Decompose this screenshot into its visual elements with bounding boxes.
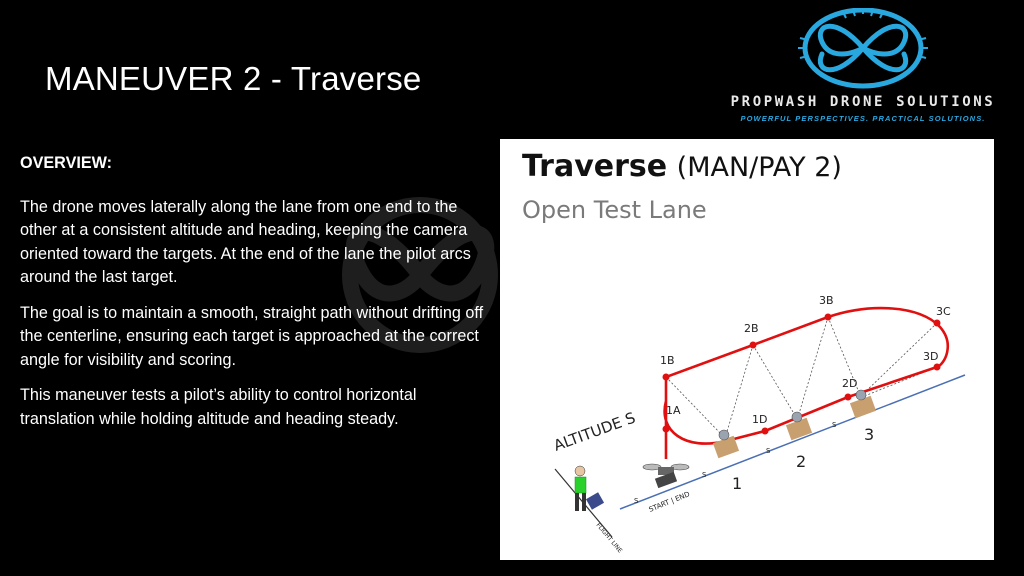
waypoint-2b [750, 342, 757, 349]
waypoint-3c [934, 320, 941, 327]
slide-title: MANEUVER 2 - Traverse [45, 60, 422, 97]
waypoint-label: 2D [842, 377, 858, 390]
altitude-label: ALTITUDE S [551, 408, 638, 455]
brand-name: PROPWASH DRONE SOLUTIONS [730, 94, 996, 110]
pilot-icon [575, 466, 604, 511]
target-number: 3 [864, 425, 875, 444]
spacing-mark: S [766, 447, 771, 455]
waypoint-3b [825, 314, 832, 321]
target-number: 1 [732, 474, 743, 493]
brand-tagline: POWERFUL PERSPECTIVES. PRACTICAL SOLUTIONS. [740, 114, 986, 123]
waypoint-label: 3B [819, 294, 834, 307]
start-end-label: START | END [647, 490, 692, 514]
waypoint-label: 2B [744, 322, 759, 335]
spacing-mark: S [634, 497, 639, 505]
spacing-mark: S [702, 471, 707, 479]
overview-paragraph: The drone moves laterally along the lane from one end to the other at a consistent altitude and heading, keeping the camera oriented toward the targets. At the end of the lane the pilot arcs around the last target. [20, 197, 471, 286]
waypoint-label: 3D [923, 350, 939, 363]
traverse-diagram-panel [500, 139, 994, 560]
brand-logo [718, 8, 1008, 126]
traverse-diagram [500, 139, 994, 560]
waypoint-label: 3C [936, 305, 951, 318]
propwash-logo-icon [718, 8, 1008, 94]
waypoint-1b [663, 374, 670, 381]
waypoint-1d [762, 428, 769, 435]
diagram-title-rest: (MAN/PAY 2) [676, 152, 842, 183]
target-number: 2 [796, 452, 807, 471]
waypoint-label: 1D [752, 413, 768, 426]
waypoint-2d [845, 394, 852, 401]
waypoint-3d [934, 364, 941, 371]
diagram-subtitle: Open Test Lane [522, 196, 707, 224]
waypoint-label: 1B [660, 354, 675, 367]
target-stand [713, 430, 739, 458]
lane-line [620, 375, 965, 509]
overview-paragraph: The goal is to maintain a smooth, straight path without drifting off the centerline, ensuring each target is approached at the correct angle for visibility and scoring. [20, 303, 484, 369]
flight-line-label: FLIGHT LINE [594, 521, 624, 555]
spacing-mark: S [832, 421, 837, 429]
overview-heading: OVERVIEW: [20, 154, 113, 172]
overview-paragraph: This maneuver tests a pilot’s ability to control horizontal translation while holding altitude and heading steady. [20, 386, 417, 428]
overview-section [20, 152, 490, 443]
waypoint-label: 1A [666, 404, 681, 417]
waypoint-1a [663, 426, 670, 433]
diagram-title-bold: Traverse [522, 149, 668, 184]
